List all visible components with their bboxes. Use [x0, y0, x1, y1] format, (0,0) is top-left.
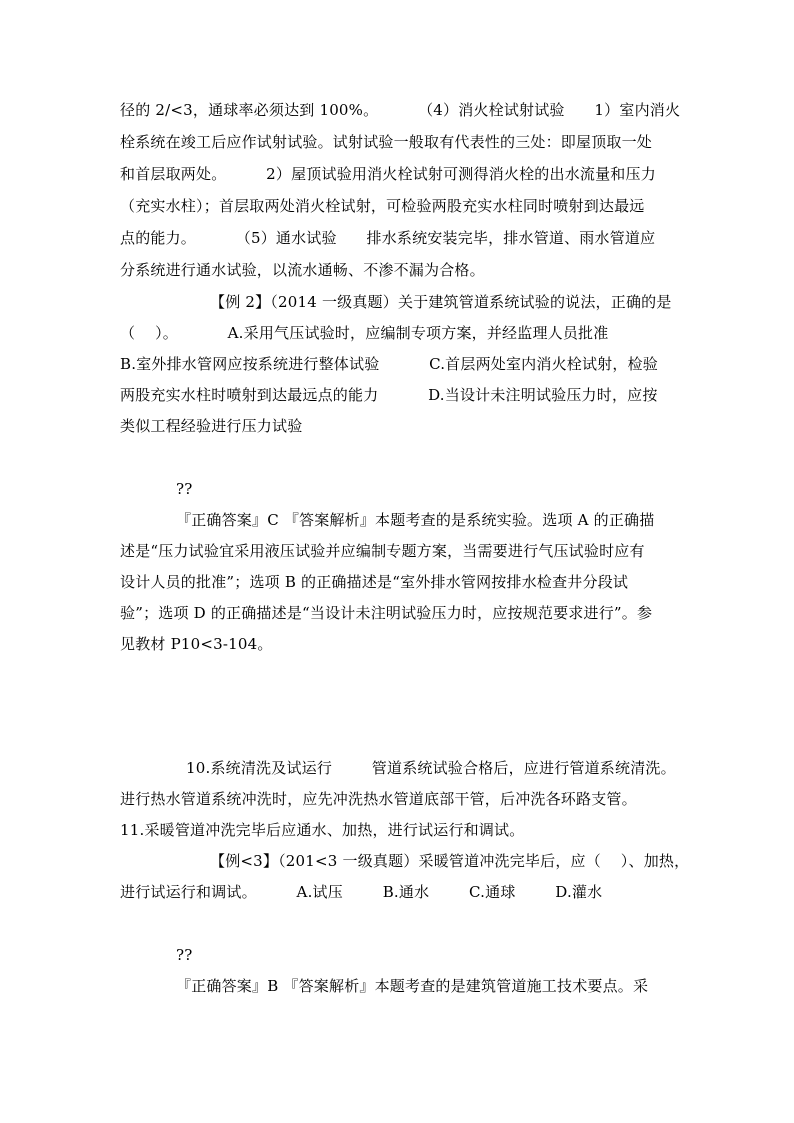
placeholder-mark: ?? — [176, 480, 193, 498]
text-line: 两股充实水柱时喷射到达最远点的能力 D.当设计未注明试验压力时，应按 — [120, 386, 658, 404]
text-line: 进行试运行和调试。 A.试压 B.通水 C.通球 D.灌水 — [120, 883, 603, 901]
text-line: 类似工程经验进行压力试验 — [120, 417, 303, 435]
text-line: 点的能力。 （5）通水试验 排水系统安装完毕，排水管道、雨水管道应 — [120, 229, 656, 247]
placeholder-mark: ?? — [176, 946, 193, 964]
text-line: 栓系统在竣工后应作试射试验。试射试验一般取有代表性的三处：即屋顶取一处 — [120, 133, 653, 151]
text-line: （ ）。 A.采用气压试验时，应编制专项方案，并经监理人员批准 — [120, 324, 609, 342]
text-line: 分系统进行通水试验，以流水通畅、不渗不漏为合格。 — [120, 261, 485, 279]
answer-heading: 『正确答案』C 『答案解析』本题考查的是系统实验。选项 A 的正确描 — [176, 511, 655, 529]
text-line: 进行热水管道系统冲洗时，应先冲洗热水管道底部干管，后冲洗各环路支管。 — [120, 790, 637, 808]
text-line: 述是“压力试验宜采用液压试验并应编制专题方案，当需要进行气压试验时应有 — [120, 542, 645, 560]
text-line: （充实水柱）；首层取两处消火栓试射，可检验两股充实水柱同时喷射到达最远 — [120, 197, 645, 215]
text-line: 设计人员的批准”；选项 B 的正确描述是“室外排水管网按排水检查井分段试 — [120, 573, 629, 591]
answer-heading: 『正确答案』B 『答案解析』本题考查的是建筑管道施工技术要点。采 — [176, 977, 649, 995]
text-line: 见教材 P10<3-104。 — [120, 635, 273, 653]
text-line: 验”；选项 D 的正确描述是“当设计未注明试验压力时，应按规范要求进行”。参 — [120, 604, 653, 622]
text-line: 径的 2/<3，通球率必须达到 100%。 （4）消火栓试射试验 1）室内消火 — [120, 101, 681, 119]
example-heading: 【例<3】（201<3 一级真题）采暖管道冲洗完毕后，应（ ）、加热， — [210, 852, 690, 870]
example-heading: 【例 2】（2014 一级真题）关于建筑管道系统试验的说法，正确的是 — [210, 293, 672, 311]
text-line: 和首层取两处。 2）屋顶试验用消火栓试射可测得消火栓的出水流量和压力 — [120, 165, 656, 183]
section-heading: 10.系统清洗及试运行 管道系统试验合格后，应进行管道系统清洗。 — [186, 759, 676, 777]
text-line: B.室外排水管网应按系统进行整体试验 C.首层两处室内消火栓试射，检验 — [120, 355, 658, 373]
text-line: 11.采暖管道冲洗完毕后应通水、加热，进行试运行和调试。 — [120, 821, 525, 839]
